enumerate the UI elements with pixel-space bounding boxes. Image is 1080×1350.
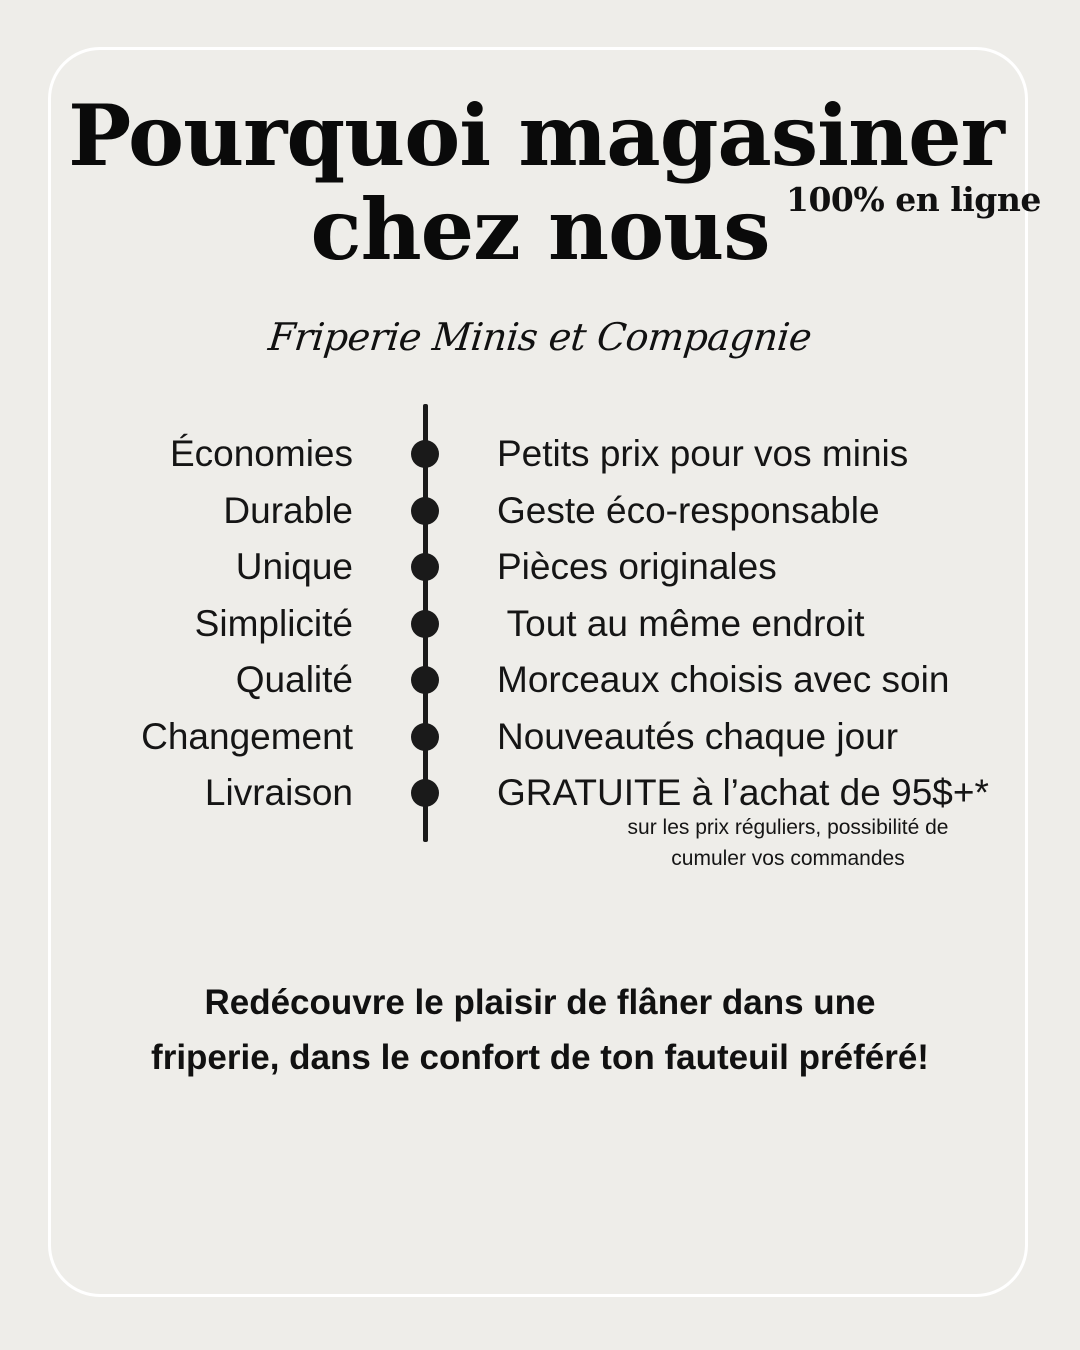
footnote-line-2: cumuler vos commandes bbox=[671, 847, 905, 870]
benefit-row bbox=[0, 602, 1080, 658]
benefit-description: Tout au même endroit bbox=[497, 603, 865, 644]
page-title-line-1: Pourquoi magasiner bbox=[68, 86, 1004, 185]
benefit-label: Économies bbox=[169, 433, 353, 474]
benefit-row bbox=[0, 545, 1080, 601]
timeline-dot-icon bbox=[411, 723, 439, 751]
benefit-description: Morceaux choisis avec soin bbox=[497, 659, 950, 700]
benefit-label: Unique bbox=[235, 546, 353, 587]
page-title-line-2-text: chez nous bbox=[310, 180, 770, 279]
benefit-description: Nouveautés chaque jour bbox=[497, 716, 899, 757]
benefit-description: Pièces originales bbox=[497, 546, 777, 587]
benefit-description: GRATUITE à l’achat de 95$+* bbox=[497, 772, 989, 813]
benefit-label: Qualité bbox=[235, 659, 353, 700]
benefit-description: Petits prix pour vos minis bbox=[497, 433, 909, 474]
timeline-dot-icon bbox=[411, 610, 439, 638]
brand-name: Friperie Minis et Compagnie bbox=[266, 315, 814, 359]
benefit-label: Simplicité bbox=[194, 603, 353, 644]
benefit-label: Livraison bbox=[204, 772, 353, 813]
benefit-row bbox=[0, 658, 1080, 714]
benefit-row bbox=[0, 432, 1080, 488]
benefit-description: Geste éco-responsable bbox=[497, 490, 880, 531]
delivery-footnote bbox=[588, 812, 988, 874]
footnote-line-1: sur les prix réguliers, possibilité de bbox=[627, 816, 949, 839]
timeline-dot-icon bbox=[411, 553, 439, 581]
timeline-dot-icon bbox=[411, 497, 439, 525]
timeline-dot-icon bbox=[411, 779, 439, 807]
benefit-label: Changement bbox=[141, 716, 353, 757]
online-badge: 100% en ligne bbox=[786, 180, 1041, 219]
benefit-row bbox=[0, 489, 1080, 545]
timeline-dot-icon bbox=[411, 440, 439, 468]
benefit-row bbox=[0, 715, 1080, 771]
benefit-label: Durable bbox=[223, 490, 353, 531]
timeline-dot-icon bbox=[411, 666, 439, 694]
closing-message: Redécouvre le plaisir de flâner dans une friperie, dans le confort de ton fauteuil préféré! bbox=[151, 983, 929, 1077]
